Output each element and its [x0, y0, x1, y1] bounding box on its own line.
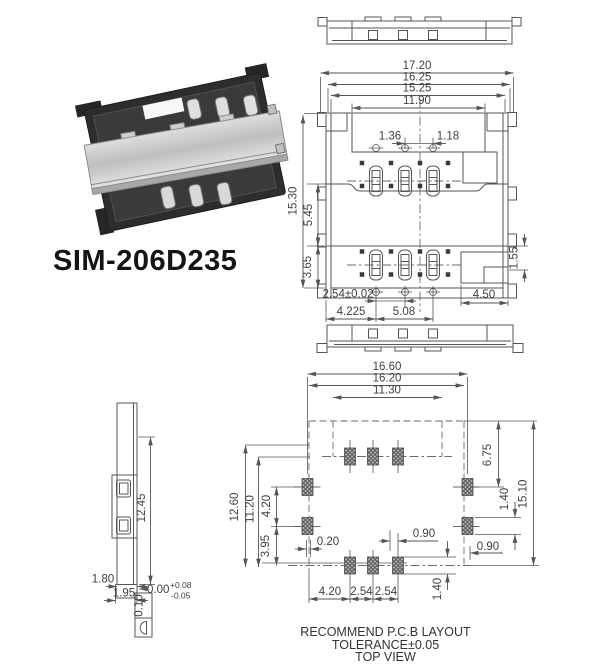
dim-coplanarity-lower-tol: -0.05 [171, 590, 191, 601]
pcb-note-tolerance: TOLERANCE±0.05 [331, 637, 440, 652]
dim-coplanarity: 0.00 [147, 584, 170, 596]
dim-overall-height: 15.30 [287, 186, 300, 216]
dim-pcb-bottom-pad-height: 1.40 [432, 577, 444, 601]
dim-pcb-edge-offset: 0.20 [316, 536, 340, 548]
dim-pcb-notch-width: 11.30 [373, 384, 401, 397]
pcb-layout-view [229, 361, 539, 603]
dim-pcb-left-height: 12.60 [229, 492, 241, 522]
dim-pcb-overall-width: 16.60 [372, 361, 402, 373]
dim-pin-span: 5.08 [392, 306, 416, 318]
dim-pin-offset-left: 1.36 [378, 130, 402, 143]
part-number: SIM-206D235 [53, 245, 238, 277]
dim-thickness: 1.80 [91, 573, 115, 586]
profile-view-front [317, 325, 523, 353]
pcb-note-view: TOP VIEW [355, 650, 416, 664]
dim-pcb-top-to-side-pad: 6.75 [482, 443, 494, 467]
dim-pcb-overall-height: 15.10 [517, 479, 530, 509]
dim-pin-offset-right: 1.18 [436, 130, 460, 143]
dim-edge-to-pin: 4.225 [336, 306, 366, 318]
main-top-view [288, 60, 529, 322]
dim-right-step: 1.55 [508, 246, 521, 270]
dim-pcb-pad-edge-width: 16.20 [372, 372, 402, 385]
dim-coplanarity-upper-tol: +0.08 [170, 580, 192, 590]
profile-view-top [318, 17, 521, 44]
dim-pcb-side-pad-pitch: 4.20 [261, 494, 273, 518]
dim-mid-height: 5.45 [303, 203, 315, 227]
dim-pcb-bottom-edge-to-pad: 4.20 [318, 586, 342, 598]
dim-pcb-center-pad-offset: 0.90 [412, 528, 436, 540]
dim-pcb-right-pad-offset: 0.90 [476, 541, 500, 553]
dim-pin-pitch: 2.54±0.02 [322, 288, 374, 301]
dim-pcb-inner-height: 11.20 [244, 495, 257, 523]
dim-pcb-side-pad-height: 1.40 [499, 487, 511, 511]
side-view-left [92, 403, 192, 637]
dim-side-height: 12.45 [136, 493, 148, 523]
dim-overall-width: 17.20 [402, 60, 432, 72]
solder-leg [267, 104, 277, 114]
dim-standoff: 0.10 [133, 594, 146, 617]
dim-base-thickness: 1.95 [112, 587, 136, 600]
product-photo [73, 62, 297, 235]
dim-pcb-bottom-pitch-2: 2.54 [374, 586, 398, 598]
dim-pcb-side-pad-to-bottom: 3.95 [260, 534, 272, 558]
dim-inner-width: 15.25 [402, 82, 432, 95]
dim-opening-width: 11.90 [403, 95, 431, 107]
pcb-note-recommend: RECOMMEND P.C.B LAYOUT [300, 625, 471, 639]
dim-pcb-bottom-pitch-1: 2.54 [350, 586, 373, 598]
pin-section-detail [140, 622, 146, 635]
solder-leg [275, 143, 285, 153]
dim-body-width: 16.25 [402, 71, 432, 84]
pcb-note [278, 626, 493, 664]
dim-right-width: 4.50 [472, 289, 496, 301]
dim-lower-height: 3.65 [302, 255, 314, 279]
